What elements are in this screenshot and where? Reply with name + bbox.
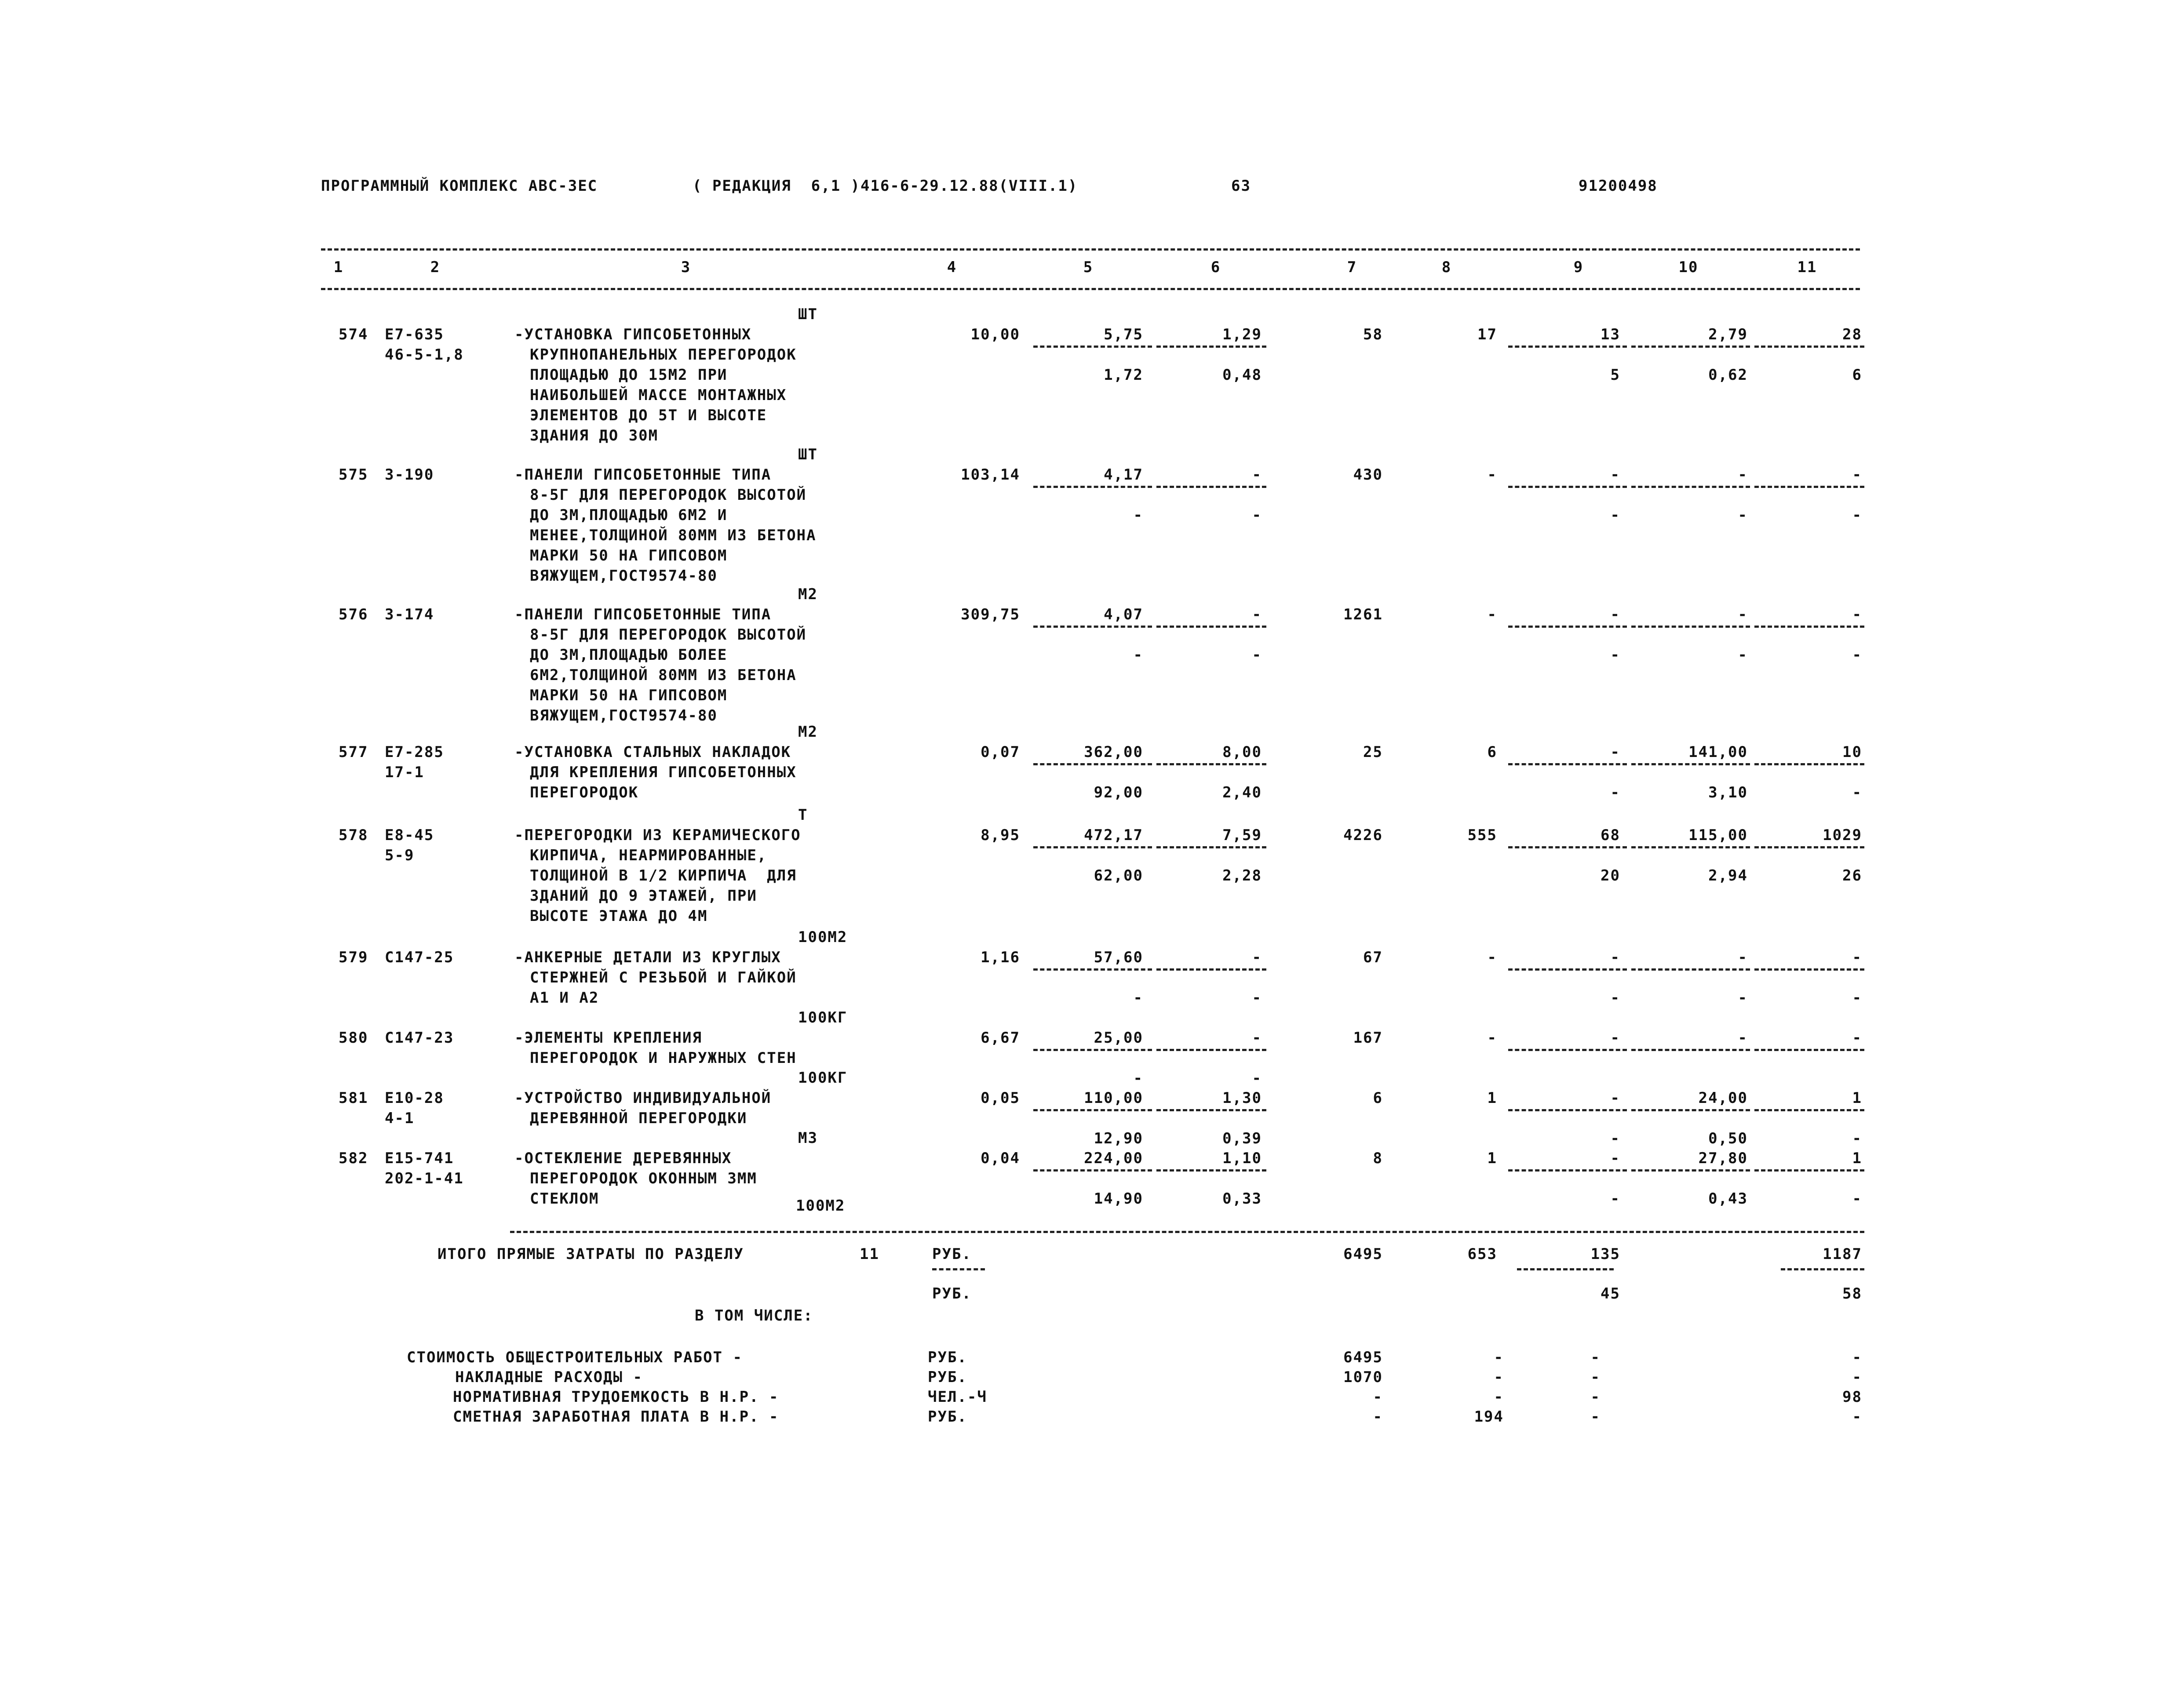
- row-total-cost: 67: [1363, 949, 1383, 966]
- column-header-1: 1: [333, 258, 344, 276]
- total-machine-wage: 45: [1601, 1285, 1620, 1302]
- row-description-line: ВЯЖУЩЕМ,ГОСТ9574-80: [530, 707, 718, 724]
- row-labor-total-2: 6: [1852, 366, 1862, 384]
- row-machine-cost: 1,10: [1222, 1150, 1262, 1167]
- row-description-line: ТОЛЩИНОЙ В 1/2 КИРПИЧА ДЛЯ: [530, 867, 797, 884]
- row-description-line: КРУПНОПАНЕЛЬНЫХ ПЕРЕГОРОДОК: [530, 346, 797, 364]
- last-row-unit: 100М2: [796, 1197, 846, 1215]
- row-machine-wage: 2,28: [1222, 867, 1262, 884]
- row-unit: 100М2: [798, 928, 848, 946]
- row-subrule: [1754, 1109, 1864, 1111]
- summary-wage: -: [1494, 1349, 1504, 1366]
- row-quantity: 1,16: [981, 949, 1020, 966]
- row-labor-total: 1029: [1823, 826, 1862, 844]
- header-rule-top: [321, 248, 1860, 251]
- row-unit: М2: [798, 723, 818, 741]
- row-labor-total: 1: [1852, 1150, 1862, 1167]
- row-subrule: [1508, 486, 1627, 488]
- totals-rule: [510, 1231, 1864, 1233]
- row-quantity: 309,75: [961, 606, 1020, 623]
- row-unit: М2: [798, 586, 818, 603]
- total-unit: РУБ.: [932, 1245, 972, 1263]
- row-total-cost: 25: [1363, 743, 1383, 761]
- row-unit-cost-wage: 14,90: [1094, 1190, 1143, 1208]
- total-machine: 135: [1590, 1245, 1620, 1263]
- row-subrule: [1156, 763, 1266, 765]
- row-description-line: -УСТРОЙСТВО ИНДИВИДУАЛЬНОЙ: [514, 1089, 772, 1107]
- row-description-line: 8-5Г ДЛЯ ПЕРЕГОРОДОК ВЫСОТОЙ: [530, 486, 807, 504]
- column-header-8: 8: [1441, 258, 1452, 276]
- row-labor-total: -: [1852, 949, 1862, 966]
- row-quantity: 0,05: [981, 1089, 1020, 1107]
- row-description-line: ПЕРЕГОРОДОК И НАРУЖНЫХ СТЕН: [530, 1049, 797, 1067]
- row-labor-norm: -: [1738, 1029, 1748, 1047]
- row-unit-cost-total: 362,00: [1084, 743, 1143, 761]
- total-labor-rule: [1781, 1268, 1864, 1270]
- row-unit-cost-total: 5,75: [1104, 326, 1143, 343]
- row-subrule: [1156, 968, 1266, 971]
- row-subrule: [1631, 1169, 1750, 1171]
- row-description-line: -АНКЕРНЫЕ ДЕТАЛИ ИЗ КРУГЛЫХ: [514, 949, 781, 966]
- row-quantity: 0,07: [981, 743, 1020, 761]
- row-subrule: [1508, 346, 1627, 348]
- row-description-line: ЗДАНИЯ ДО 30М: [530, 427, 659, 444]
- row-subrule: [1754, 346, 1864, 348]
- row-description-line: ПЕРЕГОРОДОК ОКОННЫМ 3ММ: [530, 1170, 757, 1187]
- row-description-line: -ЭЛЕМЕНТЫ КРЕПЛЕНИЯ: [514, 1029, 702, 1047]
- row-machine-cost: 1,29: [1222, 326, 1262, 343]
- row-subrule: [1508, 968, 1627, 971]
- row-total-cost: 4226: [1343, 826, 1383, 844]
- row-machine-cost: -: [1252, 1029, 1262, 1047]
- summary-unit: ЧЕЛ.-Ч: [928, 1388, 987, 1406]
- row-machine-total: 13: [1601, 326, 1620, 343]
- row-machine-cost: -: [1252, 949, 1262, 966]
- column-header-11: 11: [1797, 258, 1817, 276]
- row-code: Е15-741: [385, 1150, 454, 1167]
- row-description-line: -УСТАНОВКА ГИПСОБЕТОННЫХ: [514, 326, 752, 343]
- row-machine-cost: 7,59: [1222, 826, 1262, 844]
- row-subrule: [1631, 1049, 1750, 1051]
- row-labor-norm-2: -: [1738, 506, 1748, 524]
- row-labor-total-2: -: [1852, 784, 1862, 801]
- row-description-line: ДО 3М,ПЛОЩАДЬЮ 6М2 И: [530, 506, 728, 524]
- row-description-line: СТЕКЛОМ: [530, 1190, 599, 1208]
- row-subrule: [1156, 486, 1266, 488]
- row-labor-norm: 2,79: [1708, 326, 1748, 343]
- row-machine-total-wage: -: [1610, 646, 1620, 664]
- row-wage-cost: -: [1487, 606, 1497, 623]
- row-labor-norm: 24,00: [1698, 1089, 1748, 1107]
- row-description-line: ПЕРЕГОРОДОК: [530, 784, 639, 801]
- row-unit: 100КГ: [798, 1009, 848, 1026]
- row-number: 577: [339, 743, 368, 761]
- row-subrule: [1631, 486, 1750, 488]
- row-number: 576: [339, 606, 368, 623]
- row-subrule: [1508, 1049, 1627, 1051]
- column-header-4: 4: [947, 258, 957, 276]
- row-number: 582: [339, 1150, 368, 1167]
- row-quantity: 8,95: [981, 826, 1020, 844]
- row-description-line: МАРКИ 50 НА ГИПСОВОМ: [530, 547, 728, 564]
- summary-cost: -: [1373, 1408, 1383, 1426]
- row-description-line: 6М2,ТОЛЩИНОЙ 80ММ ИЗ БЕТОНА: [530, 666, 797, 684]
- row-total-cost: 430: [1353, 466, 1383, 484]
- summary-machine: -: [1590, 1388, 1601, 1406]
- row-unit-cost-wage: 12,90: [1094, 1130, 1143, 1147]
- row-code: Е10-28: [385, 1089, 444, 1107]
- row-quantity: 10,00: [970, 326, 1020, 343]
- row-subrule: [1033, 968, 1152, 971]
- row-labor-norm-2: 0,50: [1708, 1130, 1748, 1147]
- summary-machine: -: [1590, 1368, 1601, 1386]
- row-labor-norm: 141,00: [1688, 743, 1748, 761]
- row-code-2: 5-9: [385, 847, 415, 864]
- row-code: С147-23: [385, 1029, 454, 1047]
- row-unit-cost-wage: 1,72: [1104, 366, 1143, 384]
- row-unit-cost-total: 110,00: [1084, 1089, 1143, 1107]
- including-label: В ТОМ ЧИСЛЕ:: [695, 1307, 813, 1324]
- row-labor-total-2: -: [1852, 506, 1862, 524]
- row-subrule: [1631, 763, 1750, 765]
- row-description-line: ДО 3М,ПЛОЩАДЬЮ БОЛЕЕ: [530, 646, 728, 664]
- row-unit-cost-wage: -: [1133, 506, 1143, 524]
- summary-unit: РУБ.: [928, 1349, 967, 1366]
- summary-wage: -: [1494, 1368, 1504, 1386]
- row-subrule: [1508, 626, 1627, 628]
- document-code: 91200498: [1579, 177, 1658, 195]
- summary-unit: РУБ.: [928, 1368, 967, 1386]
- row-machine-total-wage: 20: [1601, 867, 1620, 884]
- row-unit-cost-total: 4,17: [1104, 466, 1143, 484]
- row-unit: 100КГ: [798, 1069, 848, 1087]
- row-labor-norm-2: 0,43: [1708, 1190, 1748, 1208]
- total-label: ИТОГО ПРЯМЫЕ ЗАТРАТЫ ПО РАЗДЕЛУ: [438, 1245, 744, 1263]
- summary-label: СМЕТНАЯ ЗАРАБОТНАЯ ПЛАТА В Н.Р. -: [453, 1408, 779, 1426]
- row-labor-total-2: -: [1852, 1190, 1862, 1208]
- row-machine-wage: -: [1252, 646, 1262, 664]
- row-machine-total-wage: 5: [1610, 366, 1620, 384]
- row-subrule: [1754, 968, 1864, 971]
- summary-cost: 1070: [1343, 1368, 1383, 1386]
- row-labor-total: 1: [1852, 1089, 1862, 1107]
- summary-machine: -: [1590, 1408, 1601, 1426]
- summary-labor: -: [1852, 1368, 1862, 1386]
- row-description-line: НАИБОЛЬШЕЙ МАССЕ МОНТАЖНЫХ: [530, 386, 787, 404]
- row-subrule: [1508, 1109, 1627, 1111]
- row-labor-total: 28: [1842, 326, 1862, 343]
- row-subrule: [1508, 763, 1627, 765]
- column-header-6: 6: [1210, 258, 1221, 276]
- row-machine-wage: 0,39: [1222, 1130, 1262, 1147]
- row-labor-total: -: [1852, 466, 1862, 484]
- row-machine-total-wage: -: [1610, 1130, 1620, 1147]
- row-wage-cost: 1: [1487, 1089, 1497, 1107]
- row-subrule: [1156, 846, 1266, 848]
- row-machine-total: -: [1610, 606, 1620, 623]
- row-labor-norm: -: [1738, 949, 1748, 966]
- row-subrule: [1156, 346, 1266, 348]
- row-number: 575: [339, 466, 368, 484]
- total-cost: 6495: [1343, 1245, 1383, 1263]
- row-machine-wage: -: [1252, 1070, 1262, 1087]
- row-subrule: [1156, 1169, 1266, 1171]
- row-unit-cost-wage: 62,00: [1094, 867, 1143, 884]
- row-unit-cost-total: 472,17: [1084, 826, 1143, 844]
- row-description-line: КИРПИЧА, НЕАРМИРОВАННЫЕ,: [530, 847, 767, 864]
- row-labor-norm-2: 0,62: [1708, 366, 1748, 384]
- column-header-5: 5: [1083, 258, 1094, 276]
- row-machine-wage: 2,40: [1222, 784, 1262, 801]
- row-subrule: [1156, 1109, 1266, 1111]
- row-description-line: А1 И А2: [530, 989, 599, 1007]
- row-machine-total-wage: -: [1610, 989, 1620, 1007]
- summary-label: НАКЛАДНЫЕ РАСХОДЫ -: [455, 1368, 643, 1386]
- row-labor-norm-2: -: [1738, 646, 1748, 664]
- row-description-line: -ПАНЕЛИ ГИПСОБЕТОННЫЕ ТИПА: [514, 606, 772, 623]
- row-subrule: [1754, 1049, 1864, 1051]
- row-machine-total: -: [1610, 1089, 1620, 1107]
- row-subrule: [1033, 626, 1152, 628]
- summary-cost: -: [1373, 1388, 1383, 1406]
- row-subrule: [1156, 1049, 1266, 1051]
- row-subrule: [1508, 846, 1627, 848]
- row-description-line: ДЛЯ КРЕПЛЕНИЯ ГИПСОБЕТОННЫХ: [530, 764, 797, 781]
- row-code-2: 202-1-41: [385, 1170, 464, 1187]
- row-unit-cost-wage: -: [1133, 989, 1143, 1007]
- row-machine-total: 68: [1601, 826, 1620, 844]
- row-code-2: 46-5-1,8: [385, 346, 464, 364]
- row-unit-cost-wage: 92,00: [1094, 784, 1143, 801]
- column-header-7: 7: [1347, 258, 1357, 276]
- row-wage-cost: 555: [1467, 826, 1497, 844]
- row-labor-total-2: -: [1852, 989, 1862, 1007]
- row-number: 574: [339, 326, 368, 343]
- row-description-line: -ПАНЕЛИ ГИПСОБЕТОННЫЕ ТИПА: [514, 466, 772, 484]
- row-code: С147-25: [385, 949, 454, 966]
- row-number: 581: [339, 1089, 368, 1107]
- row-subrule: [1033, 763, 1152, 765]
- row-subrule: [1033, 1049, 1152, 1051]
- row-subrule: [1033, 1109, 1152, 1111]
- row-number: 579: [339, 949, 368, 966]
- column-header-9: 9: [1573, 258, 1584, 276]
- total-wage: 653: [1467, 1245, 1497, 1263]
- row-wage-cost: 1: [1487, 1150, 1497, 1167]
- row-machine-wage: -: [1252, 989, 1262, 1007]
- row-code-2: 4-1: [385, 1110, 415, 1127]
- row-unit: ШТ: [798, 446, 818, 463]
- row-total-cost: 6: [1373, 1089, 1383, 1107]
- row-labor-norm-2: 2,94: [1708, 867, 1748, 884]
- row-machine-cost: -: [1252, 606, 1262, 623]
- row-machine-wage: 0,48: [1222, 366, 1262, 384]
- row-machine-total: -: [1610, 1029, 1620, 1047]
- row-quantity: 0,04: [981, 1150, 1020, 1167]
- total-section: 11: [860, 1245, 879, 1263]
- row-labor-norm: -: [1738, 606, 1748, 623]
- row-machine-total: -: [1610, 466, 1620, 484]
- row-subrule: [1754, 486, 1864, 488]
- row-description-line: 8-5Г ДЛЯ ПЕРЕГОРОДОК ВЫСОТОЙ: [530, 626, 807, 644]
- row-unit-cost-wage: -: [1133, 1070, 1143, 1087]
- row-description-line: МЕНЕЕ,ТОЛЩИНОЙ 80ММ ИЗ БЕТОНА: [530, 527, 817, 544]
- total-labor-2: 58: [1842, 1285, 1862, 1302]
- row-subrule: [1754, 626, 1864, 628]
- row-subrule: [1033, 486, 1152, 488]
- row-subrule: [1033, 846, 1152, 848]
- summary-unit: РУБ.: [928, 1408, 967, 1426]
- row-description-line: МАРКИ 50 НА ГИПСОВОМ: [530, 687, 728, 704]
- row-unit: ШТ: [798, 306, 818, 323]
- summary-machine: -: [1590, 1349, 1601, 1366]
- row-total-cost: 8: [1373, 1150, 1383, 1167]
- edition-info: ( РЕДАКЦИЯ 6,1 )416-6-29.12.88(VIII.1): [693, 177, 1078, 195]
- row-unit-cost-total: 224,00: [1084, 1150, 1143, 1167]
- row-code-2: 17-1: [385, 764, 424, 781]
- row-quantity: 103,14: [961, 466, 1020, 484]
- row-labor-norm: 27,80: [1698, 1150, 1748, 1167]
- row-labor-norm: -: [1738, 466, 1748, 484]
- row-machine-total: -: [1610, 1150, 1620, 1167]
- row-wage-cost: -: [1487, 949, 1497, 966]
- row-machine-total-wage: -: [1610, 506, 1620, 524]
- row-wage-cost: -: [1487, 466, 1497, 484]
- row-machine-cost: -: [1252, 466, 1262, 484]
- row-unit-cost-total: 57,60: [1094, 949, 1143, 966]
- column-header-2: 2: [430, 258, 441, 276]
- row-subrule: [1033, 1169, 1152, 1171]
- row-unit-cost-total: 4,07: [1104, 606, 1143, 623]
- row-code: Е7-635: [385, 326, 444, 343]
- row-subrule: [1156, 626, 1266, 628]
- row-labor-total: 10: [1842, 743, 1862, 761]
- summary-wage: 194: [1474, 1408, 1504, 1426]
- row-description-line: -УСТАНОВКА СТАЛЬНЫХ НАКЛАДОК: [514, 743, 791, 761]
- row-subrule: [1631, 846, 1750, 848]
- program-name: ПРОГРАММНЫЙ КОМПЛЕКС АВС-3ЕС: [321, 177, 598, 195]
- summary-cost: 6495: [1343, 1349, 1383, 1366]
- row-machine-cost: 8,00: [1222, 743, 1262, 761]
- row-subrule: [1754, 846, 1864, 848]
- total-unit-rule: [932, 1268, 985, 1270]
- summary-label: СТОИМОСТЬ ОБЩЕСТРОИТЕЛЬНЫХ РАБОТ -: [407, 1349, 743, 1366]
- row-labor-total: -: [1852, 1029, 1862, 1047]
- row-number: 580: [339, 1029, 368, 1047]
- row-total-cost: 1261: [1343, 606, 1383, 623]
- row-machine-wage: 0,33: [1222, 1190, 1262, 1208]
- summary-labor: -: [1852, 1408, 1862, 1426]
- row-description-line: -ПЕРЕГОРОДКИ ИЗ КЕРАМИЧЕСКОГО: [514, 826, 801, 844]
- row-description-line: ЭЛЕМЕНТОВ ДО 5Т И ВЫСОТЕ: [530, 407, 767, 424]
- row-unit-cost-wage: -: [1133, 646, 1143, 664]
- row-labor-total-2: 26: [1842, 867, 1862, 884]
- header-rule-bottom: [321, 288, 1860, 290]
- column-header-10: 10: [1678, 258, 1699, 276]
- row-labor-total-2: -: [1852, 1130, 1862, 1147]
- row-wage-cost: 6: [1487, 743, 1497, 761]
- row-subrule: [1631, 968, 1750, 971]
- row-unit: М3: [798, 1129, 818, 1147]
- row-machine-total: -: [1610, 949, 1620, 966]
- row-machine-total-wage: -: [1610, 784, 1620, 801]
- total-labor: 1187: [1823, 1245, 1862, 1263]
- row-machine-total: -: [1610, 743, 1620, 761]
- row-subrule: [1508, 1169, 1627, 1171]
- row-subrule: [1033, 346, 1152, 348]
- total-unit-2: РУБ.: [932, 1285, 972, 1302]
- row-description-line: ВЯЖУЩЕМ,ГОСТ9574-80: [530, 567, 718, 585]
- row-machine-wage: -: [1252, 506, 1262, 524]
- summary-labor: 98: [1842, 1388, 1862, 1406]
- row-number: 578: [339, 826, 368, 844]
- row-description-line: ВЫСОТЕ ЭТАЖА ДО 4М: [530, 907, 708, 925]
- row-subrule: [1754, 1169, 1864, 1171]
- row-code: 3-190: [385, 466, 434, 484]
- row-total-cost: 167: [1353, 1029, 1383, 1047]
- summary-label: НОРМАТИВНАЯ ТРУДОЕМКОСТЬ В Н.Р. -: [453, 1388, 779, 1406]
- row-wage-cost: -: [1487, 1029, 1497, 1047]
- row-labor-total: -: [1852, 606, 1862, 623]
- row-labor-total-2: -: [1852, 646, 1862, 664]
- summary-labor: -: [1852, 1349, 1862, 1366]
- row-subrule: [1631, 1109, 1750, 1111]
- row-labor-norm: 115,00: [1688, 826, 1748, 844]
- row-description-line: ЗДАНИЙ ДО 9 ЭТАЖЕЙ, ПРИ: [530, 887, 757, 905]
- column-header-3: 3: [681, 258, 691, 276]
- row-description-line: ПЛОЩАДЬЮ ДО 15М2 ПРИ: [530, 366, 728, 384]
- row-machine-total-wage: -: [1610, 1190, 1620, 1208]
- row-description-line: ДЕРЕВЯННОЙ ПЕРЕГОРОДКИ: [530, 1110, 747, 1127]
- row-code: 3-174: [385, 606, 434, 623]
- row-unit: Т: [798, 806, 808, 824]
- total-machine-rule: [1517, 1268, 1614, 1270]
- row-code: Е8-45: [385, 826, 434, 844]
- row-subrule: [1754, 763, 1864, 765]
- row-total-cost: 58: [1363, 326, 1383, 343]
- row-description-line: -ОСТЕКЛЕНИЕ ДЕРЕВЯННЫХ: [514, 1150, 732, 1167]
- row-labor-norm-2: -: [1738, 989, 1748, 1007]
- page-number: 63: [1231, 177, 1251, 195]
- row-code: Е7-285: [385, 743, 444, 761]
- row-subrule: [1631, 346, 1750, 348]
- row-unit-cost-total: 25,00: [1094, 1029, 1143, 1047]
- row-subrule: [1631, 626, 1750, 628]
- row-quantity: 6,67: [981, 1029, 1020, 1047]
- summary-wage: -: [1494, 1388, 1504, 1406]
- row-machine-cost: 1,30: [1222, 1089, 1262, 1107]
- row-wage-cost: 17: [1477, 326, 1497, 343]
- row-labor-norm-2: 3,10: [1708, 784, 1748, 801]
- row-description-line: СТЕРЖНЕЙ С РЕЗЬБОЙ И ГАЙКОЙ: [530, 969, 797, 986]
